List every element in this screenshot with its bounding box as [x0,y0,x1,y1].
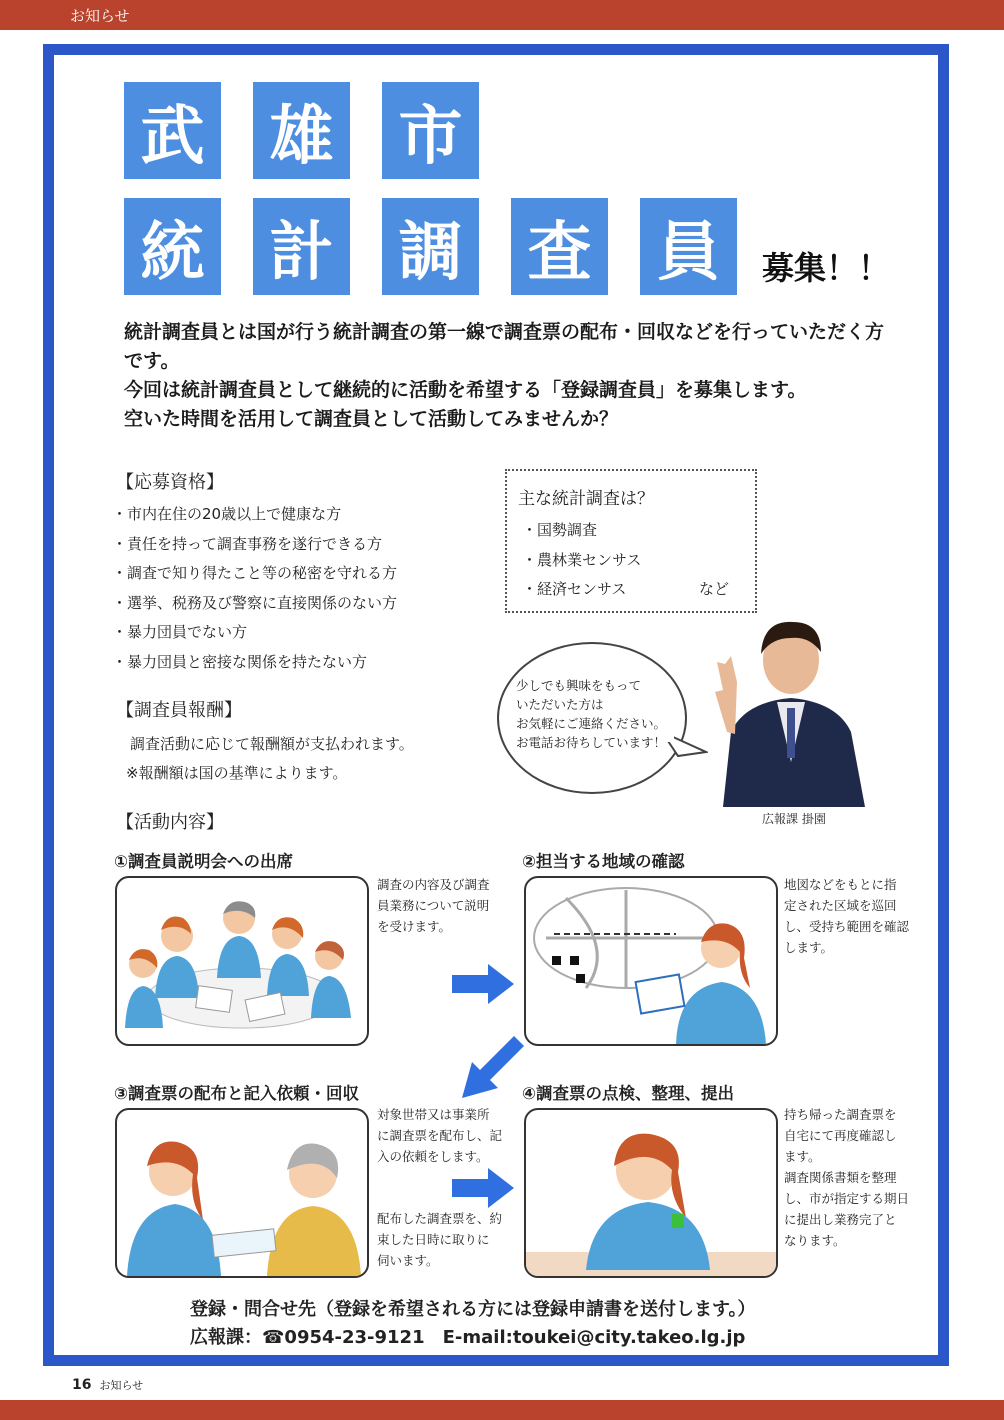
step-4-illustration [524,1108,778,1278]
step-4-description [784,1104,912,1251]
desc-line: 自宅にて再度確認し [784,1128,897,1143]
staff-photo [705,612,877,807]
header-section: お知らせ [70,7,130,25]
footer-section: お知らせ [99,1379,144,1392]
speech-line: 少しでも興味をもって [516,678,642,693]
qualification-item: ・市内在住の20歳以上で健康な方 [112,505,342,523]
survey-item: ・国勢調査 [522,521,598,539]
intro-text [124,318,884,434]
desc-line: ます。 [784,1149,821,1164]
desc-line: 員業務について説明 [377,898,490,913]
step-3-description [377,1104,505,1167]
qualification-item: ・調査で知り得たこと等の秘密を守れる方 [112,564,398,582]
contact-line[interactable]: 広報課：☎0954-23-9121 E-mail:toukei@city.takeo.lg.jp [190,1327,746,1348]
desc-line: 束した日時に取りに [377,1232,490,1247]
title-suffix: 募集！！ [762,249,891,287]
desc-line: 対象世帯又は事業所 [377,1107,490,1122]
surveys-etc: など [699,580,730,598]
desc-line: 入の依頼をします。 [377,1149,489,1164]
title-tile: 雄 [253,82,350,179]
step-2-title: ②担当する地域の確認 [522,852,685,871]
intro-line: 今回は統計調査員として継続的に活動を希望する「登録調査員」を募集します。 [124,379,807,401]
reward-text [126,730,414,788]
activities-heading: 【活動内容】 [116,812,224,833]
qualification-item: ・責任を持って調査事務を遂行できる方 [112,534,383,553]
speech-line: いただいた方は [516,697,604,712]
speech-tail-icon [660,730,708,770]
arrow-right-icon [452,1168,514,1208]
main-surveys-box [505,469,757,613]
desc-line: なります。 [784,1233,846,1248]
page-number: 16 [72,1377,92,1393]
title-tile: 市 [382,82,479,179]
desc-line: 調査関係書類を整理 [784,1170,897,1185]
qualification-item: ・暴力団員と密接な関係を持たない方 [112,652,368,671]
survey-item: ・農林業センサス [522,551,642,569]
arrow-down-left-icon [458,1036,524,1102]
title-tile: 統 [124,198,221,295]
step-1-title: ①調査員説明会への出席 [114,852,293,871]
step-2-illustration [524,876,778,1046]
survey-item: ・経済センサス [522,580,627,598]
title-tile: 調 [382,198,479,295]
contact-info [190,1296,756,1352]
step-1-description [377,874,505,937]
desc-line: 持ち帰った調査票を [784,1107,897,1122]
step-3-title: ③調査票の配布と記入依頼・回収 [114,1084,359,1103]
top-bar [0,0,1004,30]
title-tile: 武 [124,82,221,179]
bottom-bar [0,1400,1004,1420]
reward-line: 調査活動に応じて報酬額が支払われます。 [130,735,414,753]
step-4-title: ④調査票の点検、整理、提出 [522,1084,734,1103]
desc-line: に調査票を配布し、記 [377,1128,503,1143]
title-tile: 査 [511,198,608,295]
step-3-description-2 [377,1208,505,1271]
step-2-description [784,874,912,958]
contact-line: 登録・問合せ先（登録を希望される方には登録申請書を送付します。） [190,1299,756,1320]
staff-caption: 広報課 掛園 [762,812,826,826]
qualification-item: ・選挙、税務及び警察に直接関係のない方 [112,593,398,612]
desc-line: 定された区域を巡回 [784,898,897,913]
qualifications-heading: 【応募資格】 [116,472,224,493]
desc-line: 地図などをもとに指 [784,877,897,892]
speech-line: お電話お待ちしています！ [516,735,667,750]
speech-text [516,676,666,752]
reward-heading: 【調査員報酬】 [116,700,242,721]
reward-line: ※報酬額は国の基準によります。 [126,764,348,782]
handover-icon [127,1142,361,1277]
desc-line: します。 [784,940,834,955]
desc-line: し、市が指定する期日 [784,1191,910,1206]
desc-line: を受けます。 [377,919,452,934]
intro-line: 空いた時間を活用して調査員として活動してみませんか？ [124,408,619,430]
desc-line: に提出し業務完了と [784,1212,897,1227]
page-footer [72,1377,143,1393]
surveys-title: 主な統計調査は？ [518,489,654,509]
arrow-right-icon [452,964,514,1004]
title-tile: 計 [253,198,350,295]
step-3-illustration [115,1108,369,1278]
desc-line: 配布した調査票を、約 [377,1211,503,1226]
qualification-item: ・暴力団員でない方 [112,623,248,641]
title-tile: 員 [640,198,737,295]
step-1-illustration [115,876,369,1046]
intro-line: 統計調査員とは国が行う統計調査の第一線で調査票の配布・回収などを行っていただく方です。 [124,321,885,372]
speech-line: お気軽にご連絡ください。 [516,716,667,731]
qualifications-list [112,500,397,677]
desc-line: し、受持ち範囲を確認 [784,919,910,934]
woman-desk-icon [586,1134,710,1270]
desc-line: 調査の内容及び調査 [377,877,490,892]
desc-line: 伺います。 [377,1253,439,1268]
